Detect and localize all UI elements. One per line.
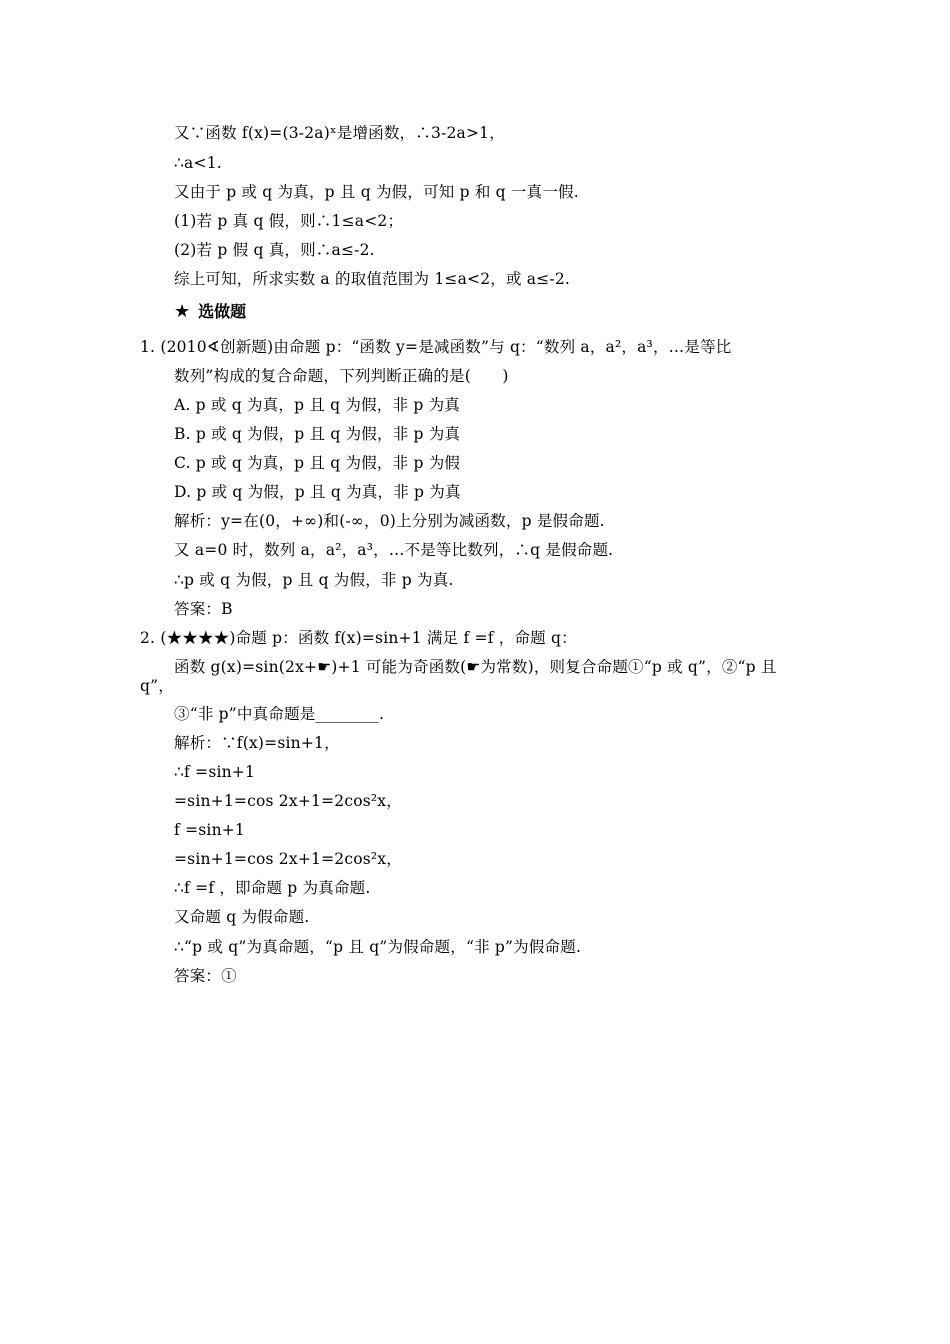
text-line: 函数 g(x)=sin(2x+☛)+1 可能为奇函数(☛为常数)，则复合命题①“p 或 q”，②“p 且 bbox=[174, 658, 777, 676]
text-line: q”， bbox=[140, 677, 174, 695]
text-line: ∴f =sin+1 bbox=[174, 763, 256, 781]
question-2-stem: 2. (★★★★)命题 p：函数 f(x)=sin+1 满足 f =f ，命题 q： bbox=[140, 629, 577, 647]
text-line: 又由于 p 或 q 为真，p 且 q 为假，可知 p 和 q 一真一假. bbox=[174, 183, 579, 201]
text-line: =sin+1=cos 2x+1=2cos²x， bbox=[174, 792, 402, 810]
option-a: A. p 或 q 为真，p 且 q 为假，非 p 为真 bbox=[174, 396, 460, 414]
question-1-stem: 1. (2010∢创新题)由命题 p：“函数 y=是减函数”与 q：“数列 a，a²，a³，…是等比 bbox=[140, 338, 732, 356]
option-d: D. p 或 q 为假，p 且 q 为真，非 p 为真 bbox=[174, 483, 461, 501]
text-line: 又∵函数 f(x)=(3-2a)ˣ是增函数，∴3-2a>1， bbox=[174, 124, 505, 142]
text-line: (1)若 p 真 q 假，则∴1≤a<2； bbox=[174, 212, 404, 230]
text-line: ③“非 p”中真命题是________. bbox=[174, 705, 385, 723]
option-b: B. p 或 q 为假，p 且 q 为假，非 p 为真 bbox=[174, 425, 461, 443]
text-line: 解析：y=在(0，+∞)和(-∞，0)上分别为减函数，p 是假命题. bbox=[174, 512, 605, 530]
text-line: 综上可知，所求实数 a 的取值范围为 1≤a<2，或 a≤-2. bbox=[174, 270, 571, 288]
text-line: 又命题 q 为假命题. bbox=[174, 908, 310, 926]
option-c: C. p 或 q 为真，p 且 q 为假，非 p 为假 bbox=[174, 454, 461, 472]
text-line: ∴f =f ，即命题 p 为真命题. bbox=[174, 879, 371, 897]
section-heading bbox=[174, 302, 246, 322]
answer-line: 答案：① bbox=[174, 967, 237, 985]
answer-line: 答案：B bbox=[174, 600, 233, 618]
text-line: ∴“p 或 q”为真命题，“p 且 q”为假命题，“非 p”为假命题. bbox=[174, 938, 582, 956]
star-icon: ★ bbox=[174, 301, 191, 322]
section-heading-text: 选做题 bbox=[198, 302, 247, 321]
text-line: =sin+1=cos 2x+1=2cos²x， bbox=[174, 850, 402, 868]
text-line: (2)若 p 假 q 真，则∴a≤-2. bbox=[174, 241, 375, 259]
text-line: f =sin+1 bbox=[174, 821, 245, 839]
text-line: ∴p 或 q 为假，p 且 q 为假，非 p 为真. bbox=[174, 571, 454, 589]
text-line: 解析：∵f(x)=sin+1， bbox=[174, 734, 340, 752]
text-line: 又 a=0 时，数列 a，a²，a³，…不是等比数列，∴q 是假命题. bbox=[174, 541, 614, 559]
text-line: 数列”构成的复合命题，下列判断正确的是( ) bbox=[174, 367, 509, 385]
text-line: ∴a<1. bbox=[174, 154, 222, 172]
